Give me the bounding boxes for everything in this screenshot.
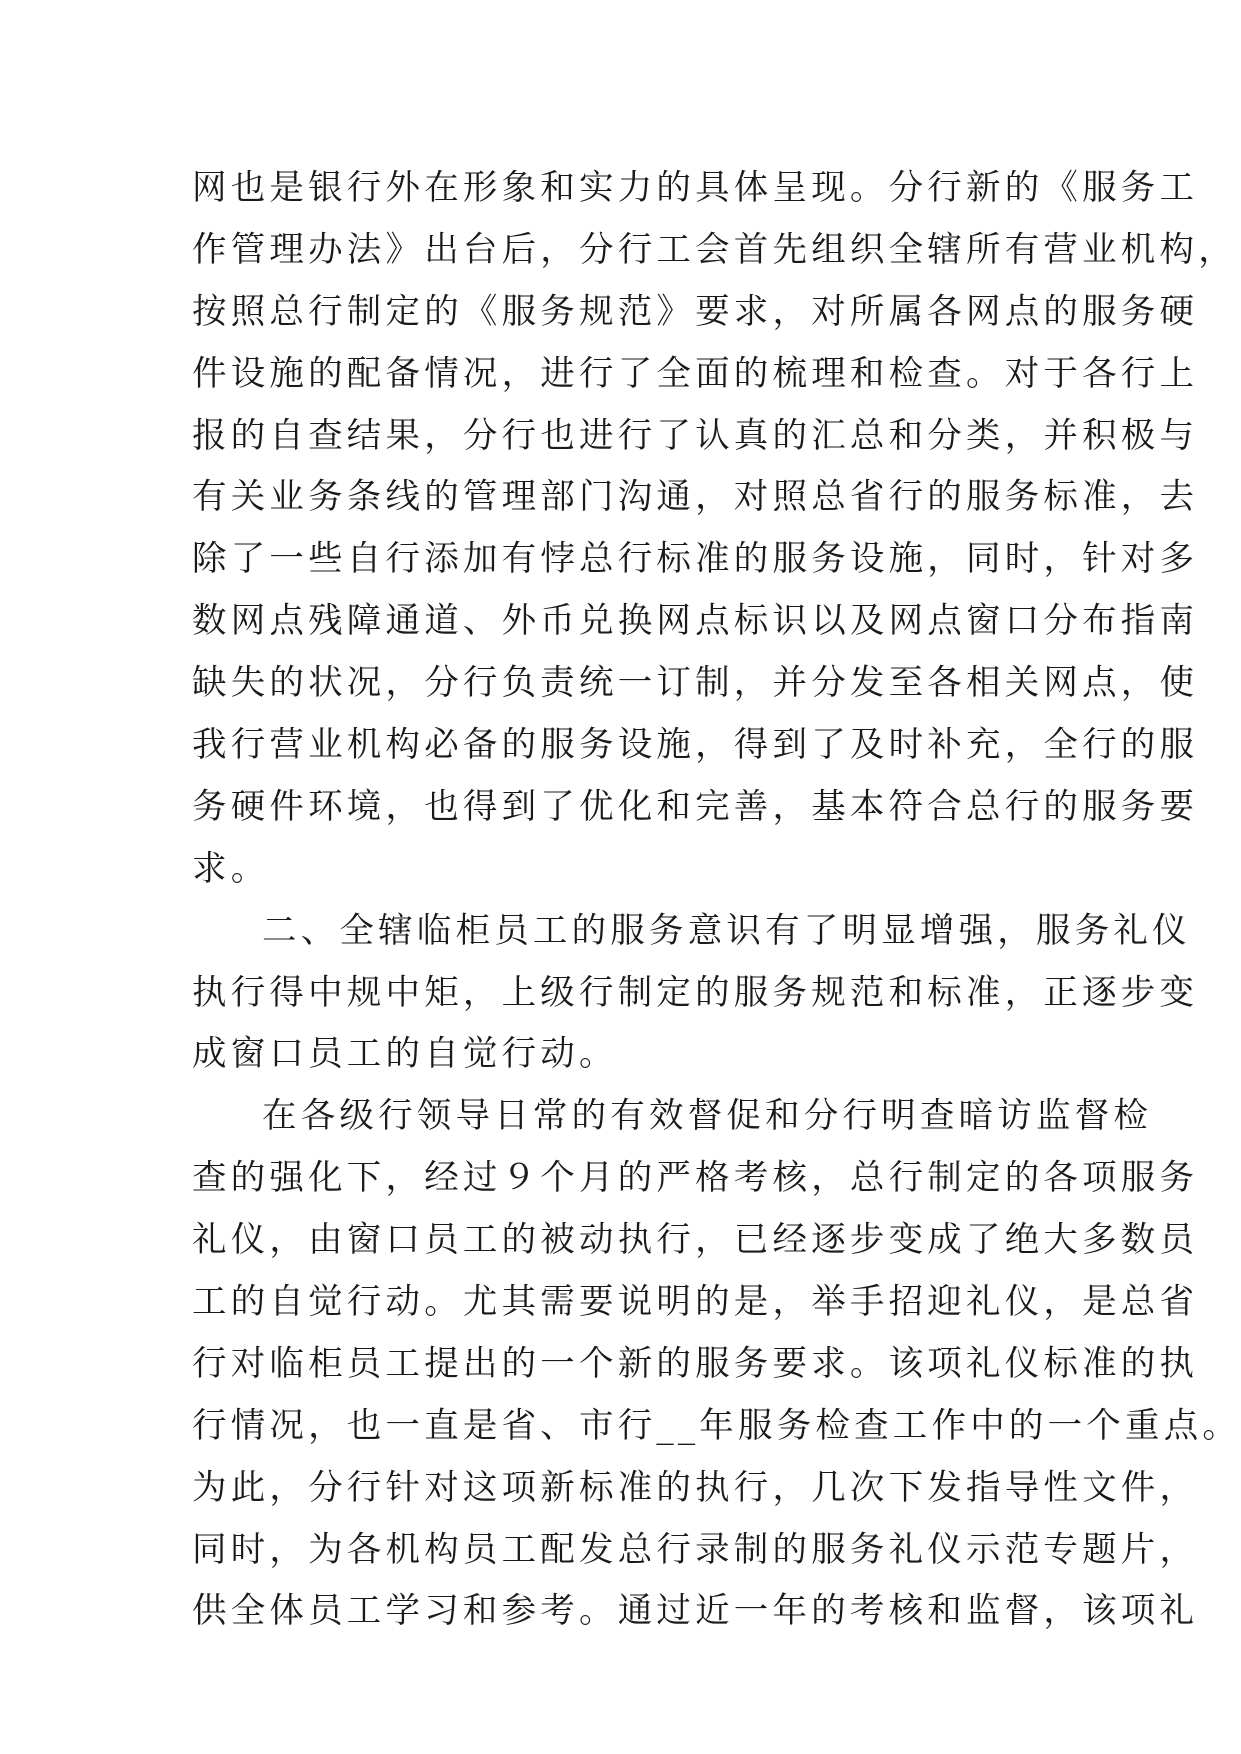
text-line: 除了一些自行添加有悖总行标准的服务设施，同时，针对多 <box>192 539 1199 580</box>
text-line: 缺失的状况，分行负责统一订制，并分发至各相关网点，使 <box>192 663 1199 704</box>
text-line: 有关业务条线的管理部门沟通，对照总省行的服务标准，去 <box>192 477 1199 518</box>
text-line: 作管理办法》出台后，分行工会首先组织全辖所有营业机构， <box>192 229 1237 270</box>
text-line: 求。 <box>192 848 270 889</box>
text-line: 为此，分行针对这项新标准的执行，几次下发指导性文件， <box>192 1467 1199 1508</box>
section-heading-line: 执行得中规中矩，上级行制定的服务规范和标准，正逐步变 <box>192 972 1199 1013</box>
text-line: 同时，为各机构员工配发总行录制的服务礼仪示范专题片， <box>192 1529 1199 1570</box>
text-line: 工的自觉行动。尤其需要说明的是，举手招迎礼仪，是总省 <box>192 1282 1199 1323</box>
text-line: 务硬件环境，也得到了优化和完善，基本符合总行的服务要 <box>192 786 1199 827</box>
text-line: 按照总行制定的《服务规范》要求，对所属各网点的服务硬 <box>192 291 1199 332</box>
text-line: 我行营业机构必备的服务设施，得到了及时补充，全行的服 <box>192 725 1199 766</box>
section-heading-line: 二、全辖临柜员工的服务意识有了明显增强，服务礼仪 <box>262 910 1191 951</box>
text-line: 行情况，也一直是省、市行__年服务检查工作中的一个重点。 <box>192 1405 1241 1446</box>
text-line: 网也是银行外在形象和实力的具体呈现。分行新的《服务工 <box>192 168 1199 208</box>
text-line: 供全体员工学习和参考。通过近一年的考核和监督，该项礼 <box>192 1591 1199 1632</box>
text-line: 行对临柜员工提出的一个新的服务要求。该项礼仪标准的执 <box>192 1343 1199 1384</box>
body-text <box>192 158 1241 1643</box>
text-line: 在各级行领导日常的有效督促和分行明查暗访监督检 <box>262 1096 1153 1137</box>
text-line: 查的强化下，经过９个月的严格考核，总行制定的各项服务 <box>192 1158 1199 1199</box>
text-line: 件设施的配备情况，进行了全面的梳理和检查。对于各行上 <box>192 353 1199 394</box>
text-line: 礼仪，由窗口员工的被动执行，已经逐步变成了绝大多数员 <box>192 1220 1199 1261</box>
text-line: 数网点残障通道、外币兑换网点标识以及网点窗口分布指南 <box>192 601 1199 642</box>
section-heading-line: 成窗口员工的自觉行动。 <box>192 1034 618 1075</box>
text-line: 报的自查结果，分行也进行了认真的汇总和分类，并积极与 <box>192 415 1199 456</box>
